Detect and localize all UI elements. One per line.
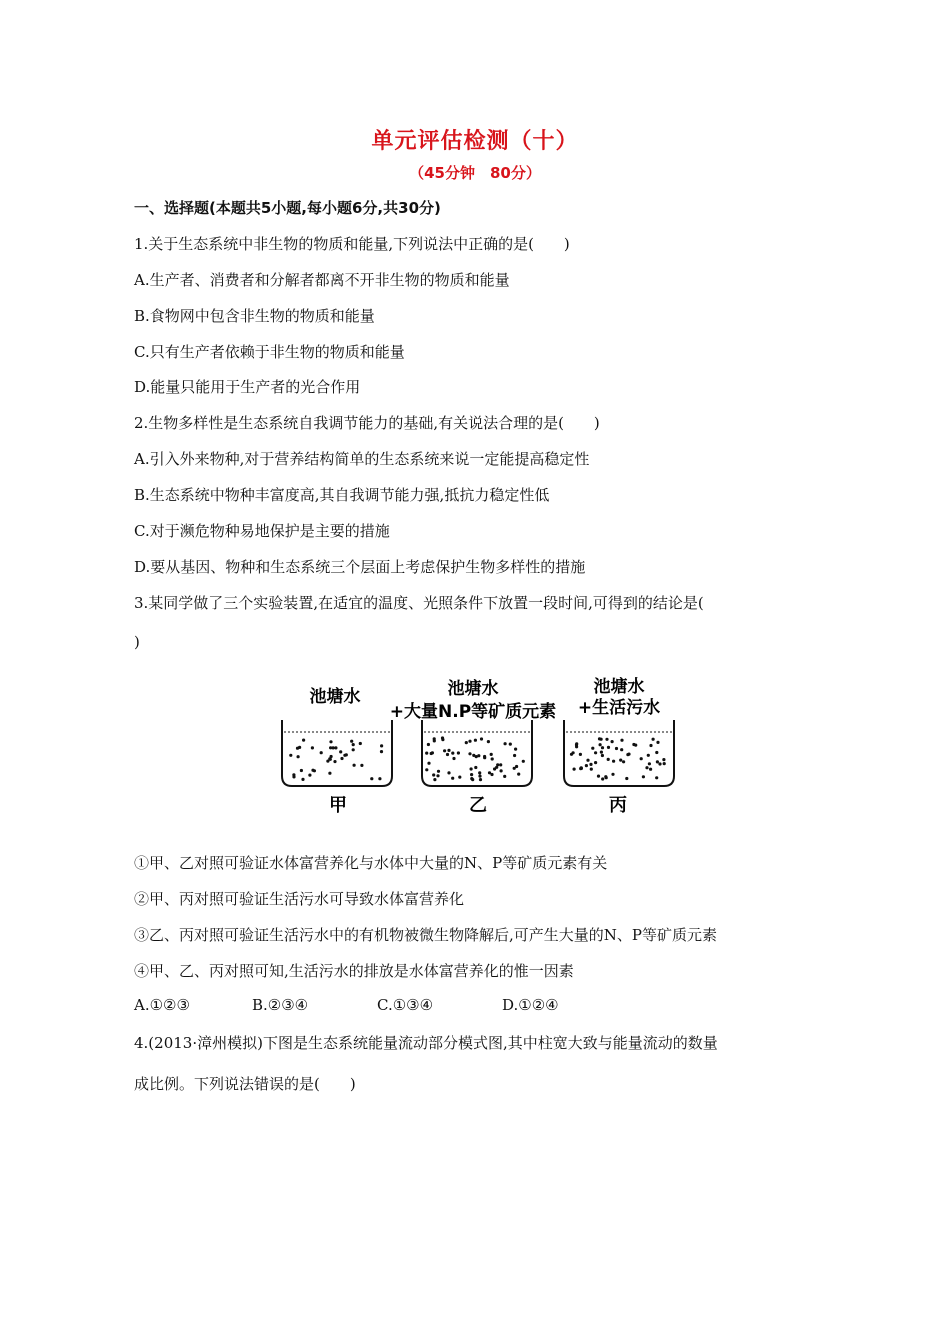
particle-dot: [360, 764, 363, 767]
beaker-jia: [282, 686, 392, 816]
particle-dot: [645, 766, 648, 769]
particle-dot: [289, 754, 292, 757]
q2-option-c: C.对于濒危物种易地保护是主要的措施: [134, 522, 390, 540]
q1-option-b: B.食物网中包含非生物的物质和能量: [134, 307, 375, 325]
particle-dot: [425, 752, 428, 755]
beaker-1-outline: [282, 720, 392, 786]
particle-dot: [496, 763, 499, 766]
beaker-3-add-label: +生活污水: [577, 698, 661, 718]
particle-dot: [479, 778, 482, 781]
section-heading: 一、选择题(本题共5小题,每小题6分,共30分): [134, 199, 441, 217]
particle-dot: [655, 751, 658, 754]
particle-dot: [597, 775, 600, 778]
question-3: 3.某同学做了三个实验装置,在适宜的温度、光照条件下放置一段时间,可得到的结论是(: [134, 594, 704, 612]
particle-dot: [488, 771, 491, 774]
particle-dot: [580, 766, 583, 769]
particle-dot: [333, 760, 336, 763]
beaker-3-top-label: 池塘水: [593, 677, 645, 697]
particle-dot: [517, 773, 520, 776]
particle-dot: [513, 767, 516, 770]
q1-option-d: D.能量只能用于生产者的光合作用: [134, 378, 361, 396]
statement-1: ①甲、乙对照可验证水体富营养化与水体中大量的N、P等矿质元素有关: [134, 854, 608, 872]
particle-dot: [620, 748, 623, 751]
q3-option-c: C.①③④: [377, 996, 434, 1014]
particle-dot: [655, 776, 658, 779]
page-title: 单元评估检测（十）: [371, 129, 579, 154]
page-subtitle: （45分钟 80分）: [409, 164, 541, 182]
beaker-2-dots: [425, 736, 525, 781]
particle-dot: [656, 760, 659, 763]
q1-option-c: C.只有生产者依赖于非生物的物质和能量: [134, 343, 405, 361]
particle-dot: [436, 774, 439, 777]
beaker-1-top-label: 池塘水: [309, 687, 361, 707]
particle-dot: [457, 751, 460, 754]
particle-dot: [499, 763, 502, 766]
particle-dot: [607, 746, 610, 749]
particle-dot: [627, 753, 630, 756]
particle-dot: [605, 738, 608, 741]
beaker-1-name: 甲: [329, 795, 347, 816]
particle-dot: [648, 762, 651, 765]
particle-dot: [352, 743, 355, 746]
beaker-yi: [390, 678, 556, 816]
particle-dot: [441, 736, 444, 739]
particle-dot: [320, 751, 323, 754]
particle-dot: [308, 774, 311, 777]
question-3-end: ): [134, 633, 140, 651]
question-1: 1.关于生态系统中非生物的物质和能量,下列说法中正确的是( ): [134, 235, 570, 253]
particle-dot: [640, 757, 643, 760]
q2-option-a: A.引入外来物种,对于营养结构简单的生态系统来说一定能提高稳定性: [134, 450, 590, 468]
particle-dot: [611, 773, 614, 776]
particle-dot: [298, 746, 301, 749]
particle-dot: [353, 764, 356, 767]
particle-dot: [589, 763, 592, 766]
particle-dot: [600, 751, 603, 754]
particle-dot: [458, 776, 461, 779]
particle-dot: [575, 745, 578, 748]
q3-option-b: B.②③④: [252, 996, 309, 1014]
particle-dot: [378, 777, 381, 780]
particle-dot: [447, 749, 450, 752]
particle-dot: [663, 762, 666, 765]
particle-dot: [573, 768, 576, 771]
particle-dot: [594, 751, 597, 754]
particle-dot: [620, 739, 623, 742]
particle-dot: [514, 748, 517, 751]
particle-dot: [503, 775, 506, 778]
particle-dot: [329, 740, 332, 743]
particle-dot: [619, 759, 622, 762]
particle-dot: [451, 752, 454, 755]
beaker-bing: [564, 676, 674, 816]
particle-dot: [425, 768, 428, 771]
particle-dot: [478, 775, 481, 778]
statement-3: ③乙、丙对照可验证生活污水中的有机物被微生物降解后,可产生大量的N、P等矿质元素: [134, 926, 717, 944]
particle-dot: [586, 759, 589, 762]
particle-dot: [594, 761, 597, 764]
particle-dot: [340, 757, 343, 760]
q3-option-a: A.①②③: [134, 996, 190, 1014]
particle-dot: [437, 770, 440, 773]
particle-dot: [380, 750, 383, 753]
particle-dot: [370, 777, 373, 780]
particle-dot: [470, 767, 473, 770]
statement-2: ②甲、丙对照可验证生活污水可导致水体富营养化: [134, 890, 465, 908]
beaker-2-add-label: +大量N.P等矿质元素: [389, 702, 557, 722]
particle-dot: [468, 752, 471, 755]
beaker-2-top-label: 池塘水: [447, 679, 499, 699]
particle-dot: [509, 743, 512, 746]
q2-option-d: D.要从基因、物种和生态系统三个层面上考虑保护生物多样性的措施: [134, 558, 586, 576]
particle-dot: [601, 754, 604, 757]
particle-dot: [465, 741, 468, 744]
particle-dot: [649, 768, 652, 771]
particle-dot: [601, 746, 604, 749]
particle-dot: [311, 769, 314, 772]
beaker-3-name: 丙: [609, 795, 627, 816]
particle-dot: [599, 743, 602, 746]
particle-dot: [339, 750, 342, 753]
particle-dot: [585, 764, 588, 767]
particle-dot: [612, 760, 615, 763]
particle-dot: [647, 754, 650, 757]
particle-dot: [491, 757, 494, 760]
particle-dot: [334, 746, 337, 749]
particle-dot: [480, 737, 483, 740]
particle-dot: [443, 749, 446, 752]
particle-dot: [350, 740, 353, 743]
particle-dot: [478, 771, 481, 774]
beaker-3-dots: [570, 737, 666, 780]
particle-dot: [468, 740, 471, 743]
particle-dot: [300, 769, 303, 772]
particle-dot: [615, 747, 618, 750]
particle-dot: [345, 753, 348, 756]
particle-dot: [301, 778, 304, 781]
particle-dot: [522, 760, 525, 763]
particle-dot: [475, 755, 478, 758]
particle-dot: [500, 769, 503, 772]
particle-dot: [590, 768, 593, 771]
particle-dot: [600, 738, 603, 741]
particle-dot: [452, 757, 455, 760]
particle-dot: [634, 744, 637, 747]
particle-dot: [487, 740, 490, 743]
particle-dot: [427, 762, 430, 765]
particle-dot: [604, 775, 607, 778]
particle-dot: [591, 747, 594, 750]
particle-dot: [642, 775, 645, 778]
particle-dot: [451, 777, 454, 780]
particle-dot: [332, 746, 335, 749]
particle-dot: [607, 758, 610, 761]
particle-dot: [432, 773, 435, 776]
q3-option-d: D.①②④: [502, 996, 559, 1014]
particle-dot: [311, 746, 314, 749]
particle-dot: [302, 739, 305, 742]
particle-dot: [359, 742, 362, 745]
particle-dot: [474, 766, 477, 769]
particle-dot: [433, 778, 436, 781]
particle-dot: [513, 754, 516, 757]
particle-dot: [297, 755, 300, 758]
particle-dot: [433, 739, 436, 742]
particle-dot: [622, 760, 625, 763]
particle-dot: [427, 743, 430, 746]
particle-dot: [470, 773, 473, 776]
particle-dot: [579, 753, 582, 756]
q3-options: [134, 996, 559, 1014]
particle-dot: [572, 751, 575, 754]
particle-dot: [330, 755, 333, 758]
particle-dot: [649, 744, 652, 747]
particle-dot: [292, 775, 295, 778]
particle-dot: [652, 738, 655, 741]
particle-dot: [471, 778, 474, 781]
experiment-diagram: [270, 668, 690, 828]
particle-dot: [474, 739, 477, 742]
particle-dot: [601, 777, 604, 780]
particle-dot: [446, 753, 449, 756]
particle-dot: [662, 758, 665, 761]
particle-dot: [504, 742, 507, 745]
q2-option-b: B.生态系统中物种丰富度高,其自我调节能力强,抵抗力稳定性低: [134, 486, 550, 504]
particle-dot: [490, 753, 493, 756]
question-4-cont: 成比例。下列说法错误的是( ): [134, 1075, 356, 1093]
beaker-1-dots: [289, 739, 383, 782]
particle-dot: [483, 756, 486, 759]
particle-dot: [447, 771, 450, 774]
question-4: 4.(2013·漳州模拟)下图是生态系统能量流动部分模式图,其中柱宽大致与能量流动的数量: [134, 1034, 718, 1052]
beaker-2-name: 乙: [469, 795, 487, 816]
particle-dot: [625, 777, 628, 780]
q1-option-a: A.生产者、消费者和分解者都离不开非生物的物质和能量: [134, 271, 510, 289]
particle-dot: [658, 762, 661, 765]
statement-4: ④甲、乙、丙对照可知,生活污水的排放是水体富营养化的惟一因素: [134, 962, 574, 980]
question-2: 2.生物多样性是生态系统自我调节能力的基础,有关说法合理的是( ): [134, 414, 600, 432]
particle-dot: [380, 744, 383, 747]
particle-dot: [656, 741, 659, 744]
particle-dot: [430, 752, 433, 755]
particle-dot: [352, 748, 355, 751]
particle-dot: [575, 742, 578, 745]
particle-dot: [328, 772, 331, 775]
particle-dot: [611, 740, 614, 743]
